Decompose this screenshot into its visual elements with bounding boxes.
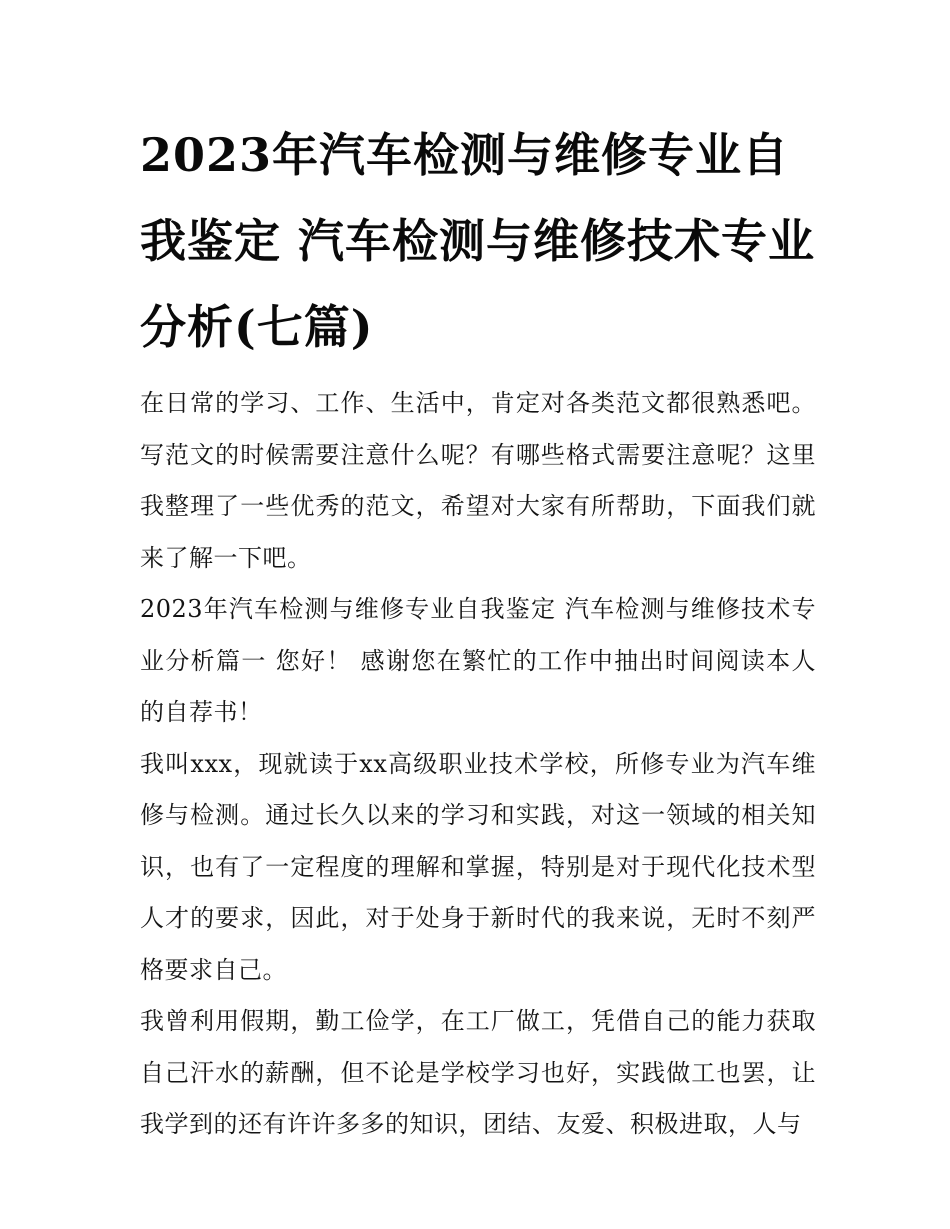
self-introduction-paragraph: 我叫xxx，现就读于xx高级职业技术学校，所修专业为汽车维修与检测。通过长久以来的学习和实践，对这一领域的相关知识，也有了一定程度的理解和掌握，特别是对于现代化技术型人才的要求，因此，对于处身于新时代的我来说，无时不刻严格要求自己。 <box>140 749 816 984</box>
section-one-paragraph: 2023年汽车检测与维修专业自我鉴定 汽车检测与维修技术专业分析篇一 您好！ 感谢您在繁忙的工作中抽出时间阅读本人的自荐书！ <box>140 595 816 726</box>
document-body <box>140 378 816 1151</box>
work-experience-paragraph: 我曾利用假期，勤工俭学，在工厂做工，凭借自己的能力获取自己汗水的薪酬，但不论是学校学习也好，实践做工也罢，让我学到的还有许许多多的知识，团结、友爱、积极进取，人与 <box>140 1007 816 1138</box>
document-title: 2023年汽车检测与维修专业自我鉴定 汽车检测与维修技术专业分析(七篇) <box>140 128 816 354</box>
document-page <box>140 112 816 1151</box>
intro-paragraph: 在日常的学习、工作、生活中，肯定对各类范文都很熟悉吧。写范文的时候需要注意什么呢？有哪些格式需要注意呢？这里我整理了一些优秀的范文，希望对大家有所帮助，下面我们就来了解一下吧。 <box>140 389 816 572</box>
